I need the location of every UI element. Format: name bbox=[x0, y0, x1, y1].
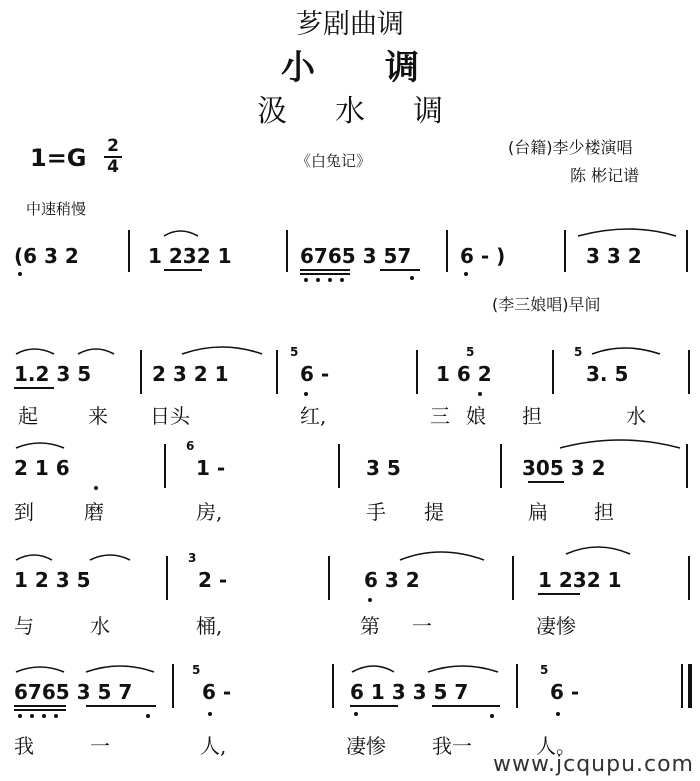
grace-note: 5 bbox=[290, 345, 299, 359]
source-play: 《白兔记》 bbox=[296, 152, 372, 170]
slur-mark bbox=[560, 440, 680, 448]
lyric: 桶, bbox=[196, 614, 223, 638]
time-denominator: 4 bbox=[107, 157, 119, 177]
measure-notes: 6765 3 5 7 bbox=[14, 680, 133, 704]
octave-dot bbox=[464, 272, 468, 276]
octave-dot bbox=[354, 712, 358, 716]
transcriber-credit: 陈 彬记谱 bbox=[570, 166, 640, 185]
lyric: 水 bbox=[90, 614, 110, 638]
genre-title: 芗剧曲调 bbox=[296, 9, 404, 40]
slur-mark bbox=[400, 552, 484, 560]
lyric: 水 bbox=[626, 404, 646, 428]
octave-dot bbox=[304, 278, 308, 282]
octave-dot bbox=[18, 714, 22, 718]
grace-note: 5 bbox=[192, 663, 201, 677]
octave-dot bbox=[54, 714, 58, 718]
measure-notes: 3. 5 bbox=[586, 362, 629, 386]
lyric: 一 bbox=[412, 614, 432, 638]
octave-dot bbox=[208, 712, 212, 716]
measure-notes: 1.2 3 5 bbox=[14, 362, 92, 386]
octave-dot bbox=[18, 272, 22, 276]
measure-notes: 1 2 3 5 bbox=[14, 568, 91, 592]
octave-dot bbox=[478, 392, 482, 396]
measure-notes: 305 3 2 bbox=[522, 456, 606, 480]
grace-note: 5 bbox=[540, 663, 549, 677]
lyric: 我 bbox=[14, 734, 34, 758]
octave-dot bbox=[146, 714, 150, 718]
slur-mark bbox=[16, 555, 52, 560]
slur-mark bbox=[182, 347, 262, 354]
measure-notes: 3 3 2 bbox=[586, 244, 642, 268]
octave-dot bbox=[316, 278, 320, 282]
octave-dot bbox=[340, 278, 344, 282]
octave-dot bbox=[304, 392, 308, 396]
slur-mark bbox=[428, 666, 498, 672]
lyric: 我一 bbox=[432, 734, 472, 758]
octave-dot bbox=[94, 486, 98, 490]
measure-notes: 1 - bbox=[196, 456, 226, 480]
time-numerator: 2 bbox=[107, 136, 119, 156]
measure-notes: 6 - bbox=[550, 680, 580, 704]
octave-dot bbox=[410, 276, 414, 280]
lyric: 磨 bbox=[84, 500, 104, 524]
measure-notes: 1 232 1 bbox=[148, 244, 232, 268]
key-signature: 1=G bbox=[30, 144, 87, 172]
measure-notes: 2 3 2 1 bbox=[152, 362, 229, 386]
octave-dot bbox=[556, 712, 560, 716]
tempo-marking: 中速稍慢 bbox=[26, 200, 87, 218]
lyric: 与 bbox=[14, 614, 34, 638]
slur-mark bbox=[78, 349, 114, 354]
lyric: 红, bbox=[300, 404, 327, 428]
grace-note: 5 bbox=[574, 345, 583, 359]
lyric: 人。 bbox=[536, 734, 576, 758]
octave-dot bbox=[490, 714, 494, 718]
grace-note: 5 bbox=[466, 345, 475, 359]
lyric: 担 bbox=[594, 500, 614, 524]
measure-notes: 3 5 bbox=[366, 456, 401, 480]
slur-mark bbox=[90, 555, 130, 560]
octave-dot bbox=[42, 714, 46, 718]
lyric: 人, bbox=[200, 734, 227, 758]
lyric: 扁 bbox=[528, 500, 548, 524]
grace-note: 6 bbox=[186, 439, 195, 453]
slur-mark bbox=[164, 231, 198, 236]
measure-notes: 6 3 2 bbox=[364, 568, 420, 592]
measure-notes: 2 - bbox=[198, 568, 228, 592]
measure-notes: 6 - bbox=[300, 362, 330, 386]
performer-credit: (台籍)李少楼演唱 bbox=[508, 138, 633, 157]
measure-notes: 6 1 3 3 5 7 bbox=[350, 680, 469, 704]
octave-dot bbox=[328, 278, 332, 282]
measure-notes: 1 232 1 bbox=[538, 568, 622, 592]
lyric: 来 bbox=[88, 404, 108, 428]
lyric: 三 bbox=[430, 404, 450, 428]
grace-note: 3 bbox=[188, 551, 197, 565]
watermark: www.jcqupu.com bbox=[493, 752, 694, 777]
octave-dot bbox=[30, 714, 34, 718]
measure-notes: 6 - bbox=[202, 680, 232, 704]
subtitle: 汲水调 bbox=[257, 94, 491, 129]
lyric: 日头 bbox=[150, 404, 190, 428]
lyric: 第 bbox=[360, 614, 380, 638]
slur-mark bbox=[578, 229, 676, 236]
lyric: 凄惨 bbox=[536, 614, 576, 638]
lyric: 提 bbox=[424, 500, 444, 524]
slur-mark bbox=[16, 667, 64, 672]
lyric: 手 bbox=[366, 500, 386, 524]
slur-mark bbox=[16, 443, 64, 448]
measure-notes: 6765 3 57 bbox=[300, 244, 412, 268]
lyric: 一 bbox=[90, 734, 110, 758]
slur-mark bbox=[352, 666, 394, 672]
lyric: 凄惨 bbox=[346, 734, 386, 758]
measure-notes: 2 1 6 bbox=[14, 456, 70, 480]
measure-notes: 6 - ) bbox=[460, 244, 506, 268]
slur-mark bbox=[16, 349, 54, 354]
singer-label: (李三娘唱)早间 bbox=[492, 295, 601, 314]
slur-mark bbox=[86, 666, 154, 672]
slur-mark bbox=[592, 348, 660, 354]
lyric: 娘 bbox=[466, 404, 486, 428]
tune-title: 小调 bbox=[281, 48, 489, 88]
lyric: 担 bbox=[522, 404, 542, 428]
measure-notes: 1 6 2 bbox=[436, 362, 492, 386]
lyric: 到 bbox=[14, 500, 34, 524]
slur-mark bbox=[566, 547, 630, 554]
lyric: 房, bbox=[196, 500, 223, 524]
measure-notes: (6 3 2 bbox=[14, 244, 79, 268]
octave-dot bbox=[368, 598, 372, 602]
lyric: 起 bbox=[18, 404, 38, 428]
